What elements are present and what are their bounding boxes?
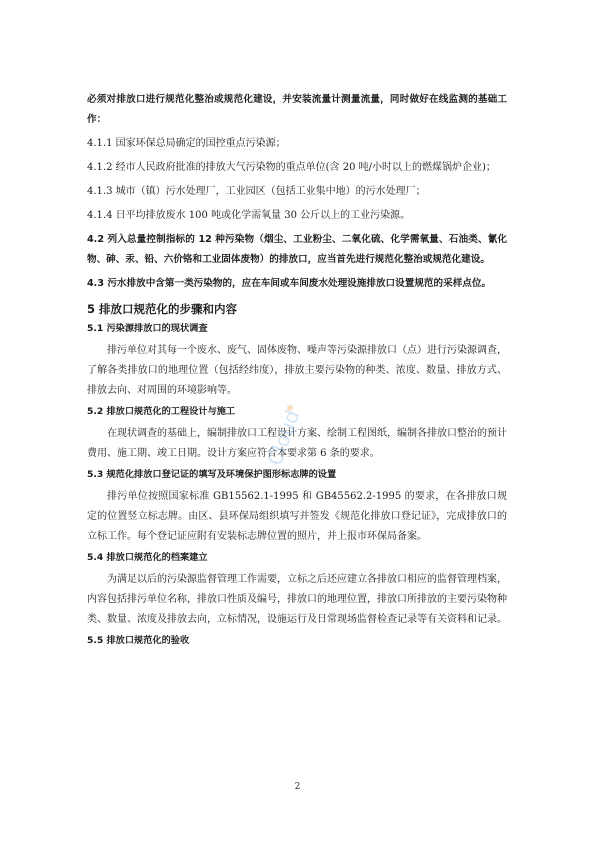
item-4-1-2: 4.1.2 经市人民政府批准的排放大气污染物的重点单位(含 20 吨/小时以上的燃煤锅炉企业)； — [87, 162, 496, 173]
item-4-3: 4.3 污水排放中含第一类污染物的，应在车间或车间废水处理设施排放口设置规范的采样点位。 — [87, 278, 492, 289]
subsection-5-3-body: 排污单位按照国家标准 GB15562.1-1995 和 GB45562.2-1995 的要求，在各排放口规定的位置竖立标志牌。由区、县环保局组织填写并签发《规范化排放口登记证》，完成排放口的立标工作。每个登记证应附有安装标志牌位置的照片，并上报市环保局备案。 — [87, 491, 507, 542]
watermark-text: Cloud — [262, 406, 305, 469]
page-number: 2 — [294, 782, 301, 792]
item-4-1-3: 4.1.3 城市（镇）污水处理厂，工业园区（包括工业集中地）的污水处理厂； — [87, 186, 426, 197]
subsection-5-2-heading: 5.2 排放口规范化的工程设计与施工 — [87, 406, 236, 417]
section-5-heading: 5 排放口规范化的步骤和内容 — [87, 302, 238, 316]
item-4-2: 4.2 列入总量控制指标的 12 种污染物（烟尘、工业粉尘、二氧化硫、化学需氧量、石油类、氰化物、砷、汞、铅、六价铬和工业固体废物）的排放口，应当首先进行规范化整治或规范化建设。 — [87, 234, 507, 265]
intro-paragraph: 必须对排放口进行规范化整治或规范化建设，并安装流量计测量流量，同时做好在线监测的基础工作： — [87, 94, 507, 125]
subsection-5-4-heading: 5.4 排放口规范化的档案建立 — [87, 552, 208, 563]
item-4-1-4: 4.1.4 日平均排放废水 100 吨或化学需氧量 30 公斤以上的工业污染源。 — [87, 210, 411, 221]
subsection-5-4-body: 为满足以后的污染源监督管理工作需要，立标之后还应建立各排放口相应的监督管理档案，内容包括排污单位名称，排放口性质及编号，排放口的地理位置，排放口所排放的主要污染物种类、数量、浓度及排放去向，立标情况，设施运行及日常现场监督检查记录等有关资料和记录。 — [87, 574, 507, 625]
subsection-5-1-heading: 5.1 污染源排放口的现状调查 — [87, 323, 208, 334]
page-content — [87, 90, 507, 650]
item-4-1-1: 4.1.1 国家环保总局确定的国控重点污染源； — [87, 138, 286, 149]
subsection-5-5-heading: 5.5 排放口规范化的验收 — [87, 635, 190, 646]
subsection-5-2-body: 在现状调查的基础上，编制排放口工程设计方案、绘制工程图纸，编制各排放口整治的预计费用、施工期、竣工日期。设计方案应符合本要求第 6 条的要求。 — [87, 428, 507, 459]
subsection-5-3-heading: 5.3 规范化排放口登记证的填写及环境保护图形标志牌的设置 — [87, 469, 337, 480]
subsection-5-1-body: 排污单位对其每一个废水、废气、固体废物、噪声等污染源排放口（点）进行污染源调查，了解各类排放口的地理位置（包括经纬度），排放主要污染物的种类、浓度、数量、排放方式、排放去向、对周围的环境影响等。 — [87, 345, 507, 396]
